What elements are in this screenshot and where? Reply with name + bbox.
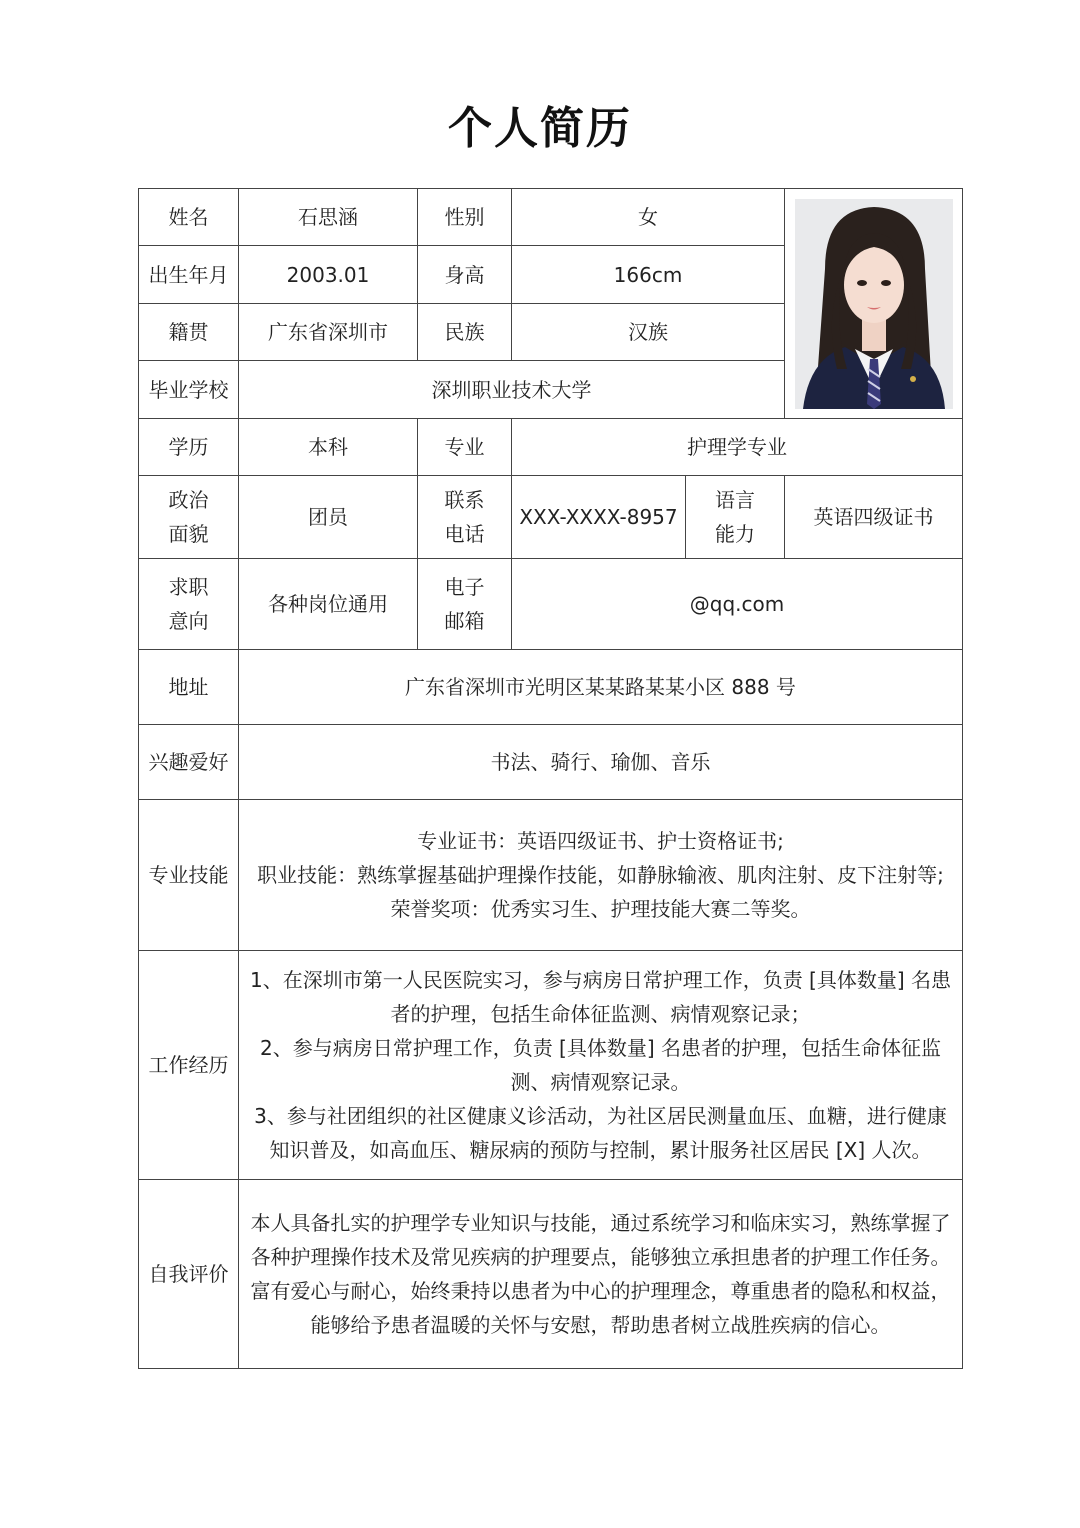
height-value: 166cm: [512, 246, 785, 304]
experience-item: 1、在深圳市第一人民医院实习，参与病房日常护理工作，负责 [具体数量] 名患者的护理，包括生命体征监测、病情观察记录；: [249, 968, 952, 1026]
name-value: 石思涵: [239, 189, 418, 246]
height-label: 身高: [418, 246, 512, 304]
phone-label: [418, 476, 512, 559]
self-eval-content: [239, 1180, 963, 1369]
degree-value: 本科: [239, 419, 418, 476]
language-label-line2: 能力: [715, 522, 755, 546]
major-label: 专业: [418, 419, 512, 476]
profile-photo: [795, 199, 953, 409]
hobby-value: 书法、骑行、瑜伽、音乐: [239, 725, 963, 800]
intent-label-line2: 意向: [168, 609, 209, 633]
self-eval-label: 自我评价: [139, 1180, 239, 1369]
origin-label: 籍贯: [139, 304, 239, 361]
resume-table: [138, 188, 963, 1369]
skills-line: 职业技能：熟练掌握基础护理操作技能，如静脉输液、肌肉注射、皮下注射等;: [257, 863, 944, 887]
skills-line: 专业证书：英语四级证书、护士资格证书;: [417, 829, 784, 853]
skills-label: 专业技能: [139, 800, 239, 951]
phone-value: XXX-XXXX-8957: [512, 476, 686, 559]
school-value: 深圳职业技术大学: [239, 361, 785, 419]
address-label: 地址: [139, 650, 239, 725]
political-label-line1: 政治: [168, 488, 209, 512]
gender-value: 女: [512, 189, 785, 246]
experience-content: [239, 951, 963, 1180]
degree-label: 学历: [139, 419, 239, 476]
skills-line: 荣誉奖项：优秀实习生、护理技能大赛二等奖。: [390, 897, 811, 921]
ethnicity-label: 民族: [418, 304, 512, 361]
email-label-line1: 电子: [444, 575, 485, 599]
language-label: [686, 476, 785, 559]
phone-label-line2: 电话: [444, 522, 485, 546]
school-label: 毕业学校: [139, 361, 239, 419]
language-label-line1: 语言: [715, 488, 755, 512]
phone-label-line1: 联系: [444, 488, 485, 512]
email-label: [418, 559, 512, 650]
self-eval-text: 本人具备扎实的护理学专业知识与技能，通过系统学习和临床实习，熟练掌握了各种护理操作技术及常见疾病的护理要点，能够独立承担患者的护理工作任务。富有爱心与耐心，始终秉持以患者为中心的护理理念，尊重患者的隐私和权益，能够给予患者温暖的关怀与安慰，帮助患者树立战胜疾病的信心。: [250, 1211, 951, 1337]
email-value: @qq.com: [512, 559, 963, 650]
birth-label: 出生年月: [139, 246, 239, 304]
birth-value: 2003.01: [239, 246, 418, 304]
name-label: 姓名: [139, 189, 239, 246]
experience-item: 2、参与病房日常护理工作，负责 [具体数量] 名患者的护理，包括生命体征监测、病情观察记录。: [259, 1036, 942, 1094]
intent-label: [139, 559, 239, 650]
email-label-line2: 邮箱: [444, 609, 485, 633]
intent-label-line1: 求职: [168, 575, 209, 599]
gender-label: 性别: [418, 189, 512, 246]
major-value: 护理学专业: [512, 419, 963, 476]
political-label: [139, 476, 239, 559]
ethnicity-value: 汉族: [512, 304, 785, 361]
skills-content: [239, 800, 963, 951]
hobby-label: 兴趣爱好: [139, 725, 239, 800]
address-value: 广东省深圳市光明区某某路某某小区 888 号: [239, 650, 963, 725]
origin-value: 广东省深圳市: [239, 304, 418, 361]
photo-cell: [785, 189, 963, 419]
page-title: 个人简历: [448, 103, 632, 154]
political-label-line2: 面貌: [168, 522, 209, 546]
language-value: 英语四级证书: [785, 476, 963, 559]
experience-label: 工作经历: [139, 951, 239, 1180]
intent-value: 各种岗位通用: [239, 559, 418, 650]
political-value: 团员: [239, 476, 418, 559]
experience-item: 3、参与社团组织的社区健康义诊活动，为社区居民测量血压、血糖，进行健康知识普及，如高血压、糖尿病的预防与控制，累计服务社区居民 [X] 人次。: [254, 1104, 947, 1162]
